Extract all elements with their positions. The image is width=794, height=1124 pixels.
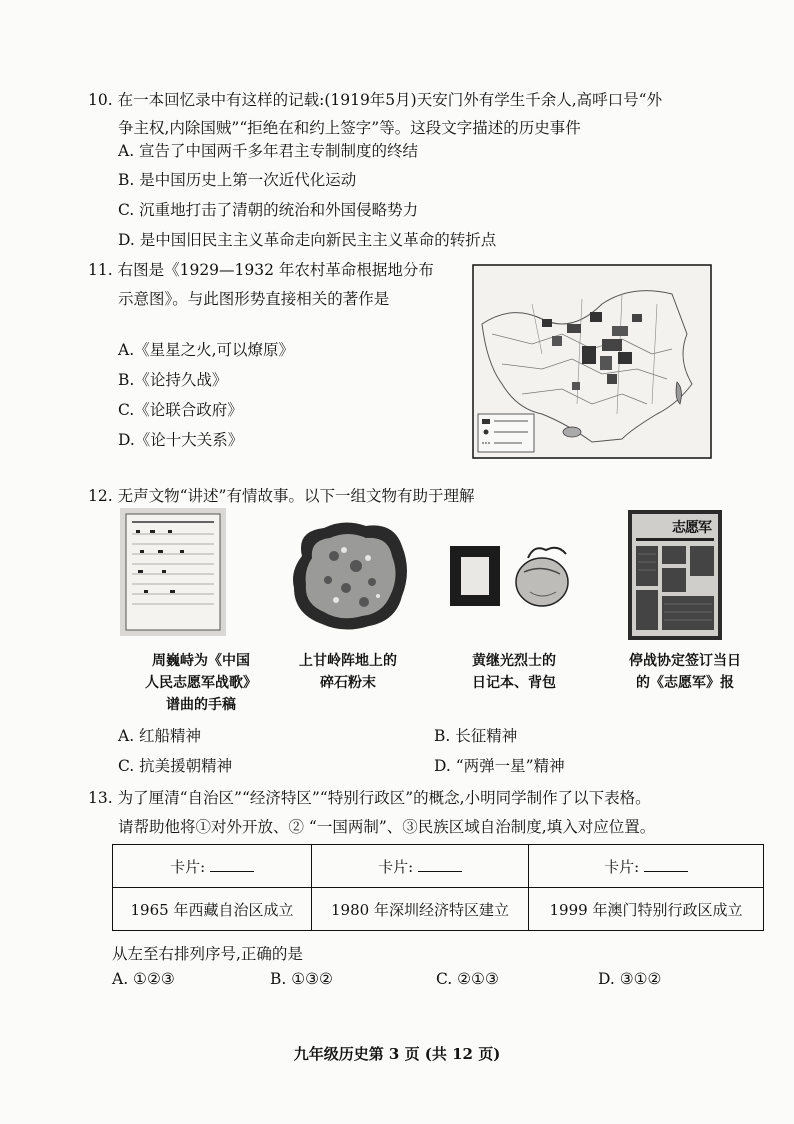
q13-stem-1: 为了厘清“自治区”“经济特区”“特别行政区”的概念,小明同学制作了以下表格。: [117, 789, 651, 807]
caption-gravel: [278, 650, 418, 694]
q13-option-a[interactable]: A. ①②③: [112, 970, 175, 988]
q12-option-a[interactable]: A. 红船精神: [118, 727, 202, 745]
caption-newspaper-line2: 的《志愿军》报: [636, 675, 734, 691]
q11-option-a[interactable]: A.《星星之火,可以燎原》: [118, 341, 295, 359]
event-cell-macau: 1999 年澳门特别行政区成立: [529, 888, 764, 931]
card-cell-1[interactable]: [113, 845, 312, 888]
card-row: [113, 845, 764, 888]
q12-line1: [88, 484, 474, 506]
caption-diary: [446, 650, 582, 694]
volunteer-army-newspaper-photo: [628, 510, 722, 640]
q13-option-d[interactable]: D. ③①②: [598, 970, 662, 988]
event-row: [113, 888, 764, 931]
q11-option-c[interactable]: C.《论联合政府》: [118, 401, 243, 419]
card-cell-3[interactable]: [529, 845, 764, 888]
q11-stem-1: 右图是《1929—1932 年农村革命根据地分布: [117, 261, 434, 279]
card-cell-2[interactable]: [312, 845, 529, 888]
q11-line1: [88, 258, 434, 280]
q10-option-a[interactable]: A. 宣告了中国两千多年君主专制制度的终结: [118, 142, 419, 160]
q11-option-b[interactable]: B.《论持久战》: [118, 371, 228, 389]
q10-line1: [88, 88, 662, 110]
q13-stem-2: 请帮助他将①对外开放、② “一国两制”、③民族区域自治制度,填入对应位置。: [118, 818, 656, 836]
concept-card-table: [112, 844, 764, 931]
card-label: 卡片:: [378, 857, 414, 876]
q13-option-b[interactable]: B. ①③②: [270, 970, 333, 988]
base-area-map-image: [472, 264, 712, 459]
q12-option-c[interactable]: C. 抗美援朝精神: [118, 757, 233, 775]
q12-number: 12.: [88, 487, 113, 505]
q11-option-d[interactable]: D.《论十大关系》: [118, 431, 244, 449]
page-footer: 九年级历史第 3 页 (共 12 页): [293, 1045, 501, 1063]
q13-line1: [88, 786, 651, 808]
diary-and-backpack-photo: [446, 540, 578, 612]
card-blank: [644, 857, 688, 872]
caption-newspaper-line1: 停战协定签订当日: [629, 653, 741, 669]
card-blank: [210, 857, 254, 872]
q12-stem: 无声文物“讲述”有情故事。以下一组文物有助于理解: [117, 487, 475, 505]
caption-manuscript-line1: 周巍峙为《中国: [152, 653, 250, 669]
caption-manuscript-line2: 人民志愿军战歌》: [145, 675, 257, 691]
q10-option-c[interactable]: C. 沉重地打击了清朝的统治和外国侵略势力: [118, 201, 419, 219]
caption-gravel-line2: 碎石粉末: [320, 675, 376, 691]
caption-diary-line2: 日记本、背包: [472, 675, 556, 691]
event-cell-shenzhen: 1980 年深圳经济特区建立: [312, 888, 529, 931]
card-label: 卡片:: [170, 857, 206, 876]
manuscript-photo: [120, 508, 226, 636]
newspaper-masthead: 志愿军: [672, 520, 711, 536]
card-blank: [418, 857, 462, 872]
q10-stem-2: 争主权,内除国贼”“拒绝在和约上签字”等。这段文字描述的历史事件: [118, 119, 581, 137]
card-label: 卡片:: [604, 857, 640, 876]
q10-option-d[interactable]: D. 是中国旧民主主义革命走向新民主主义革命的转折点: [118, 231, 497, 249]
caption-diary-line1: 黄继光烈士的: [472, 653, 556, 669]
caption-manuscript: [136, 650, 266, 716]
q11-stem-2: 示意图》。与此图形势直接相关的著作是: [118, 290, 390, 308]
q10-option-b[interactable]: B. 是中国历史上第一次近代化运动: [118, 171, 357, 189]
q11-number: 11.: [88, 261, 113, 279]
caption-newspaper: [610, 650, 760, 694]
q12-option-d[interactable]: D. “两弹一星”精神: [434, 757, 565, 775]
event-cell-tibet: 1965 年西藏自治区成立: [113, 888, 312, 931]
q13-number: 13.: [88, 789, 113, 807]
q13-stem-3: 从左至右排列序号,正确的是: [112, 945, 303, 963]
q10-number: 10.: [88, 91, 113, 109]
caption-manuscript-line3: 谱曲的手稿: [166, 697, 236, 713]
q12-option-b[interactable]: B. 长征精神: [434, 727, 518, 745]
q10-stem-1: 在一本回忆录中有这样的记载:(1919年5月)天安门外有学生千余人,高呼口号“外: [117, 91, 663, 109]
q13-option-c[interactable]: C. ②①③: [436, 970, 499, 988]
caption-gravel-line1: 上甘岭阵地上的: [299, 653, 397, 669]
gravel-powder-photo: [284, 516, 414, 634]
